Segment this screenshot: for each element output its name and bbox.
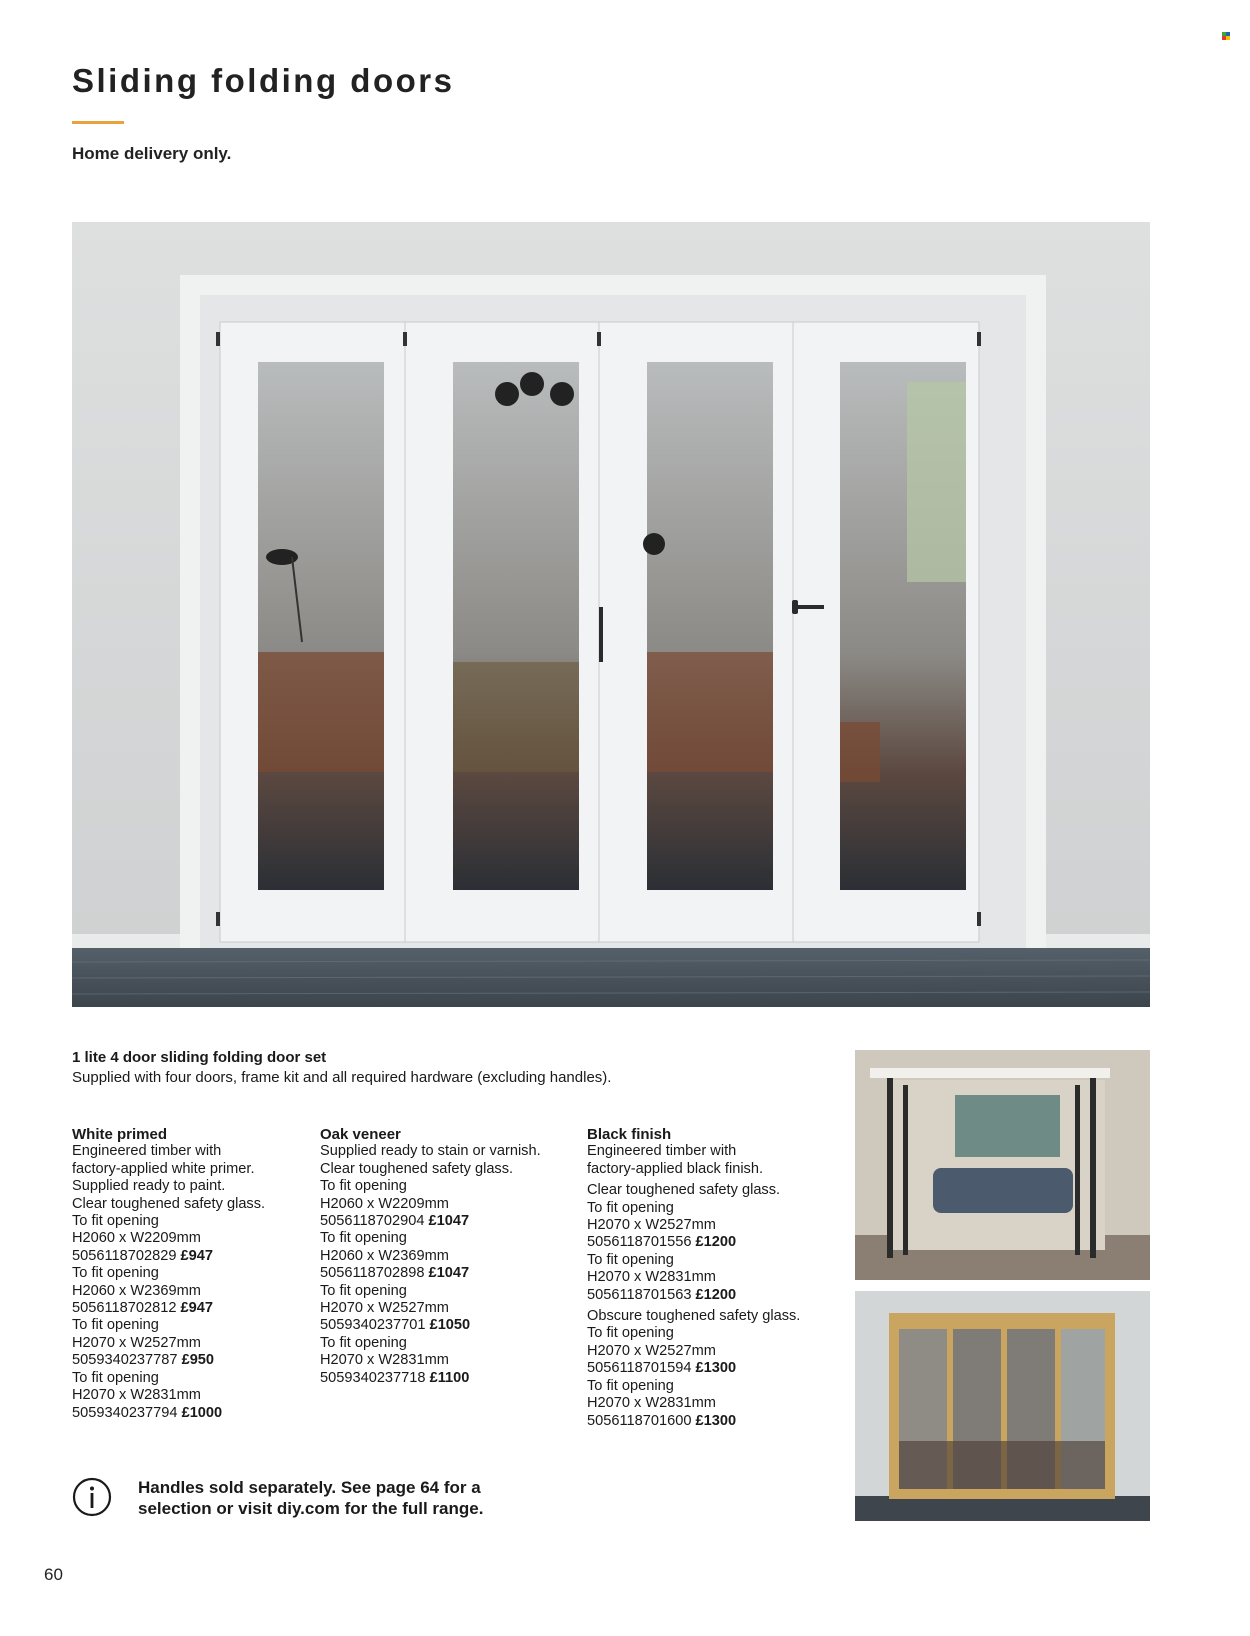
oak-veneer-photo [855, 1291, 1150, 1521]
price: £1047 [428, 1265, 470, 1282]
product-description: Supplied with four doors, frame kit and all required hardware (excluding handles). [72, 1069, 612, 1086]
black-finish-illustration [855, 1050, 1150, 1280]
price: £947 [180, 1247, 213, 1264]
black-desc-line: factory-applied black finish. [587, 1160, 764, 1177]
product-code: 5056118702904 [320, 1213, 425, 1230]
price: £950 [181, 1352, 215, 1369]
fit-size: H2070 x W2527mm [587, 1342, 716, 1359]
fit-label: To fit opening [320, 1282, 407, 1299]
price: £1300 [695, 1360, 737, 1377]
delivery-note: Home delivery only. [72, 144, 232, 163]
product-code: 5059340237701 [320, 1317, 426, 1334]
page-number: 60 [44, 1565, 63, 1584]
product-title: 1 lite 4 door sliding folding door set [72, 1049, 327, 1066]
clear-glass-heading: Clear toughened safety glass. [587, 1182, 781, 1199]
fit-label: To fit opening [320, 1230, 407, 1247]
price: £1200 [695, 1234, 737, 1251]
oak-veneer-heading: Oak veneer [320, 1126, 401, 1143]
brand-square-yellow [1226, 36, 1230, 40]
price: £1300 [695, 1412, 737, 1429]
hero-image [72, 222, 1150, 1007]
price: £947 [180, 1300, 213, 1317]
price: £1050 [429, 1317, 471, 1334]
fit-label: To fit opening [320, 1178, 407, 1195]
price: £1200 [695, 1286, 737, 1303]
fit-size: H2070 x W2831mm [320, 1352, 449, 1369]
product-code: 5056118702829 [72, 1247, 177, 1264]
fit-label: To fit opening [72, 1317, 159, 1334]
product-code: 5056118701556 [587, 1234, 692, 1251]
black-finish-column [587, 1126, 837, 1430]
white-desc-line: Engineered timber with [72, 1143, 222, 1160]
price: £1100 [429, 1369, 470, 1386]
fit-size: H2070 x W2527mm [587, 1217, 716, 1234]
product-code: 5056118702898 [320, 1265, 425, 1282]
price: £1000 [181, 1404, 223, 1421]
handles-note-line: Handles sold separately. See page 64 for a [138, 1478, 481, 1497]
black-finish-photo [855, 1050, 1150, 1280]
product-code: 5059340237718 [320, 1369, 426, 1386]
product-code-row [72, 1405, 322, 1422]
product-code-row [587, 1360, 837, 1377]
product-code-row [587, 1234, 837, 1251]
fit-label: To fit opening [72, 1265, 159, 1282]
fit-label: To fit opening [72, 1369, 159, 1386]
product-code: 5059340237787 [72, 1352, 178, 1369]
obscure-glass-heading: Obscure toughened safety glass. [587, 1308, 801, 1325]
product-code: 5056118701600 [587, 1412, 692, 1429]
white-desc-line: Supplied ready to paint. [72, 1178, 226, 1195]
door-panels [216, 322, 981, 942]
fit-size: H2070 x W2831mm [587, 1395, 716, 1412]
hero-illustration [72, 222, 1150, 1007]
black-desc-line: Engineered timber with [587, 1143, 737, 1160]
info-icon [72, 1477, 112, 1517]
product-code-row [320, 1370, 570, 1387]
oak-veneer-illustration [855, 1291, 1150, 1521]
fit-label: To fit opening [587, 1199, 674, 1216]
white-desc-line: Clear toughened safety glass. [72, 1195, 266, 1212]
fit-label: To fit opening [320, 1334, 407, 1351]
fit-label: To fit opening [72, 1213, 159, 1230]
black-finish-heading: Black finish [587, 1126, 672, 1143]
product-code-row [72, 1248, 322, 1265]
fit-label: To fit opening [587, 1377, 674, 1394]
fit-size: H2070 x W2527mm [320, 1300, 449, 1317]
fit-label: To fit opening [587, 1325, 674, 1342]
handles-note-line: selection or visit diy.com for the full range. [138, 1499, 484, 1518]
fit-size: H2060 x W2209mm [320, 1195, 449, 1212]
white-primed-column [72, 1126, 322, 1422]
product-code-row [587, 1413, 837, 1430]
product-code-row [72, 1352, 322, 1369]
product-code-row [320, 1265, 570, 1282]
fit-label: To fit opening [587, 1251, 674, 1268]
white-primed-heading: White primed [72, 1126, 168, 1143]
fit-size: H2060 x W2369mm [320, 1247, 449, 1264]
oak-veneer-column [320, 1126, 570, 1387]
fit-size: H2070 x W2831mm [587, 1269, 716, 1286]
product-code-row [320, 1317, 570, 1334]
page-title: Sliding folding doors [72, 62, 455, 99]
title-accent-rule [72, 121, 124, 124]
white-desc-line: factory-applied white primer. [72, 1160, 255, 1177]
product-code: 5056118701594 [587, 1360, 692, 1377]
fit-size: H2060 x W2369mm [72, 1282, 201, 1299]
price: £1047 [428, 1213, 470, 1230]
product-code: 5056118701563 [587, 1286, 692, 1303]
product-code: 5056118702812 [72, 1300, 177, 1317]
brand-logo-mark [1222, 32, 1230, 40]
oak-desc-line: Clear toughened safety glass. [320, 1160, 514, 1177]
fit-size: H2070 x W2527mm [72, 1334, 201, 1351]
product-code-row [72, 1300, 322, 1317]
product-code-row [320, 1213, 570, 1230]
product-code: 5059340237794 [72, 1404, 178, 1421]
fit-size: H2070 x W2831mm [72, 1387, 201, 1404]
product-code-row [587, 1287, 837, 1304]
fit-size: H2060 x W2209mm [72, 1230, 201, 1247]
handles-note [138, 1477, 518, 1519]
oak-desc-line: Supplied ready to stain or varnish. [320, 1143, 541, 1160]
